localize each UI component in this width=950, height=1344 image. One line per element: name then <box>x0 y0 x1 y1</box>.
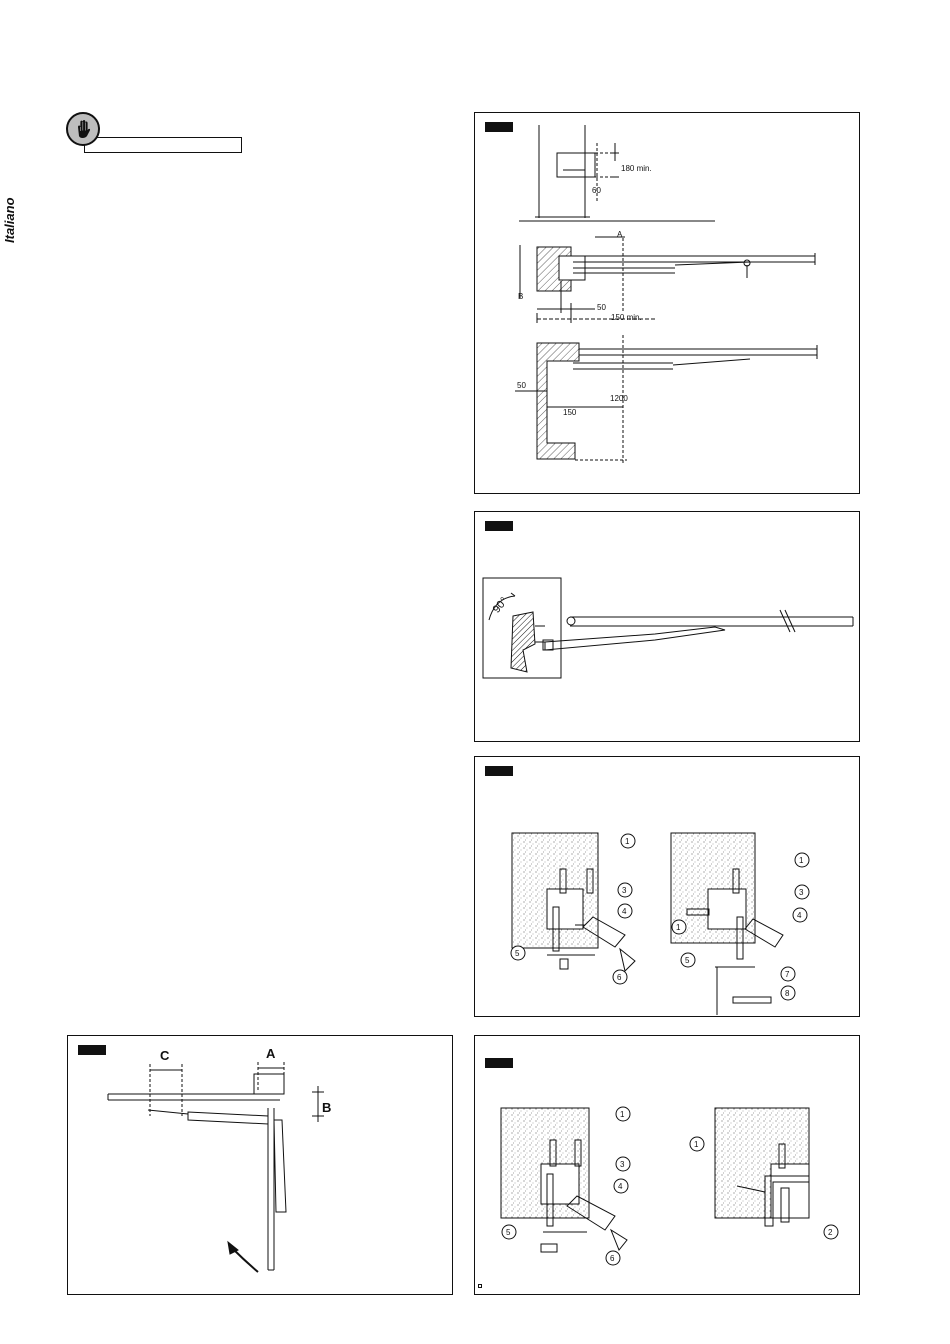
figure-4-opening <box>67 1035 453 1295</box>
warning-notice <box>66 112 246 160</box>
figure-5-fixing <box>474 1035 860 1295</box>
callout-8: 8 <box>785 989 790 998</box>
callout-4: 4 <box>797 911 802 920</box>
hand-stop-icon <box>66 112 100 146</box>
callout-6: 6 <box>610 1254 615 1263</box>
callout-1: 1 <box>625 837 630 846</box>
dim-150-label: 150 <box>563 408 577 417</box>
callout-3: 3 <box>799 888 804 897</box>
dim-50-label: 50 <box>597 303 606 312</box>
callout-5: 5 <box>515 949 520 958</box>
dim-150-min-label: 150 min. <box>611 313 642 322</box>
dim-60-label: 60 <box>592 186 601 195</box>
callout-3: 3 <box>620 1160 625 1169</box>
dim-b-label: B <box>518 292 524 301</box>
callout-4: 4 <box>622 907 627 916</box>
dim-b-label: B <box>322 1100 332 1115</box>
callout-1: 1 <box>620 1110 625 1119</box>
callout-1: 1 <box>799 856 804 865</box>
dim-c-label: C <box>160 1048 170 1063</box>
callout-3: 3 <box>622 886 627 895</box>
dim-a-label: A <box>266 1046 276 1061</box>
callout-1: 1 <box>694 1140 699 1149</box>
callout-6: 6 <box>617 973 622 982</box>
callout-1: 1 <box>676 923 681 932</box>
callout-4: 4 <box>618 1182 623 1191</box>
callout-5: 5 <box>506 1228 511 1237</box>
figure-2-angle <box>474 511 860 742</box>
angle-90-label: 90° <box>490 595 511 616</box>
dim-180-min-label: 180 min. <box>621 164 652 173</box>
figure-1-dimensions <box>474 112 860 494</box>
callout-7: 7 <box>785 970 790 979</box>
callout-5: 5 <box>685 956 690 965</box>
figure-code <box>478 1284 482 1288</box>
dim-a-label: A <box>617 230 623 239</box>
figure-3-fixing <box>474 756 860 1017</box>
dim-1200-label: 1200 <box>610 394 628 403</box>
dim-50b-label: 50 <box>517 381 526 390</box>
language-label: Italiano <box>2 197 17 243</box>
callout-2: 2 <box>828 1228 833 1237</box>
warning-box <box>84 137 242 153</box>
